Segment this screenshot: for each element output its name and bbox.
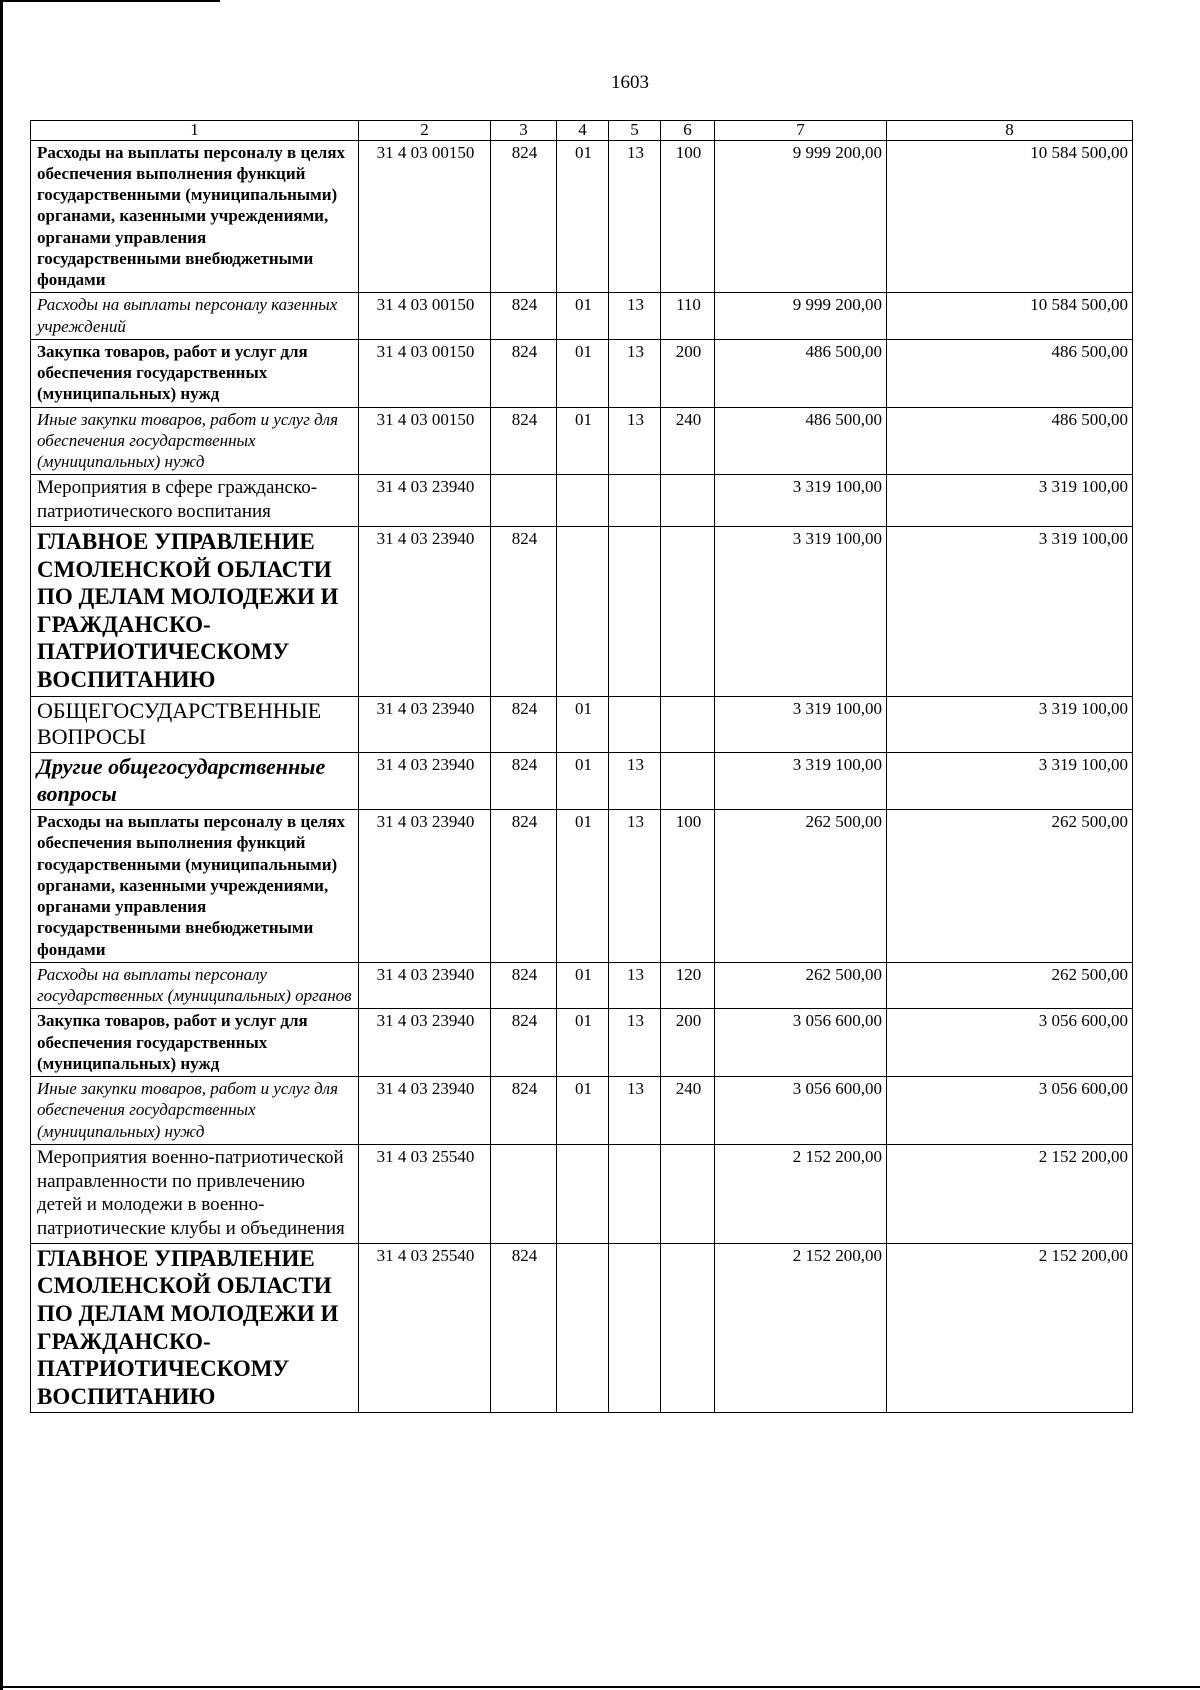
subsection-code: 13 — [609, 962, 661, 1009]
expense-type-code — [661, 475, 715, 527]
col-header: 8 — [887, 121, 1133, 141]
target-article-code: 31 4 03 23940 — [359, 962, 491, 1009]
amount-year-1: 2 152 200,00 — [715, 1144, 887, 1243]
table-row — [31, 1009, 1133, 1077]
section-code: 01 — [557, 140, 609, 293]
expense-type-code — [661, 1144, 715, 1243]
amount-year-2: 2 152 200,00 — [887, 1144, 1133, 1243]
subsection-code — [609, 475, 661, 527]
target-article-code: 31 4 03 00150 — [359, 407, 491, 475]
amount-year-1: 2 152 200,00 — [715, 1243, 887, 1413]
ministry-code: 824 — [491, 1077, 557, 1145]
ministry-code: 824 — [491, 1243, 557, 1413]
amount-year-1: 3 319 100,00 — [715, 475, 887, 527]
ministry-code: 824 — [491, 407, 557, 475]
expense-type-code: 110 — [661, 293, 715, 340]
row-name: Мероприятия в сфере гражданско-патриотического воспитания — [31, 475, 359, 527]
amount-year-1: 262 500,00 — [715, 962, 887, 1009]
expense-type-code: 100 — [661, 140, 715, 293]
subsection-code: 13 — [609, 293, 661, 340]
expense-type-code: 240 — [661, 407, 715, 475]
section-code — [557, 475, 609, 527]
target-article-code: 31 4 03 23940 — [359, 1077, 491, 1145]
subsection-code: 13 — [609, 339, 661, 407]
ministry-code — [491, 1144, 557, 1243]
amount-year-2: 3 319 100,00 — [887, 696, 1133, 753]
subsection-code: 13 — [609, 1077, 661, 1145]
subsection-code: 13 — [609, 140, 661, 293]
table-row — [31, 696, 1133, 753]
amount-year-1: 3 056 600,00 — [715, 1009, 887, 1077]
table-row — [31, 1077, 1133, 1145]
page-number: 1603 — [611, 72, 649, 93]
amount-year-2: 3 319 100,00 — [887, 753, 1133, 810]
col-header: 4 — [557, 121, 609, 141]
subsection-code — [609, 526, 661, 696]
amount-year-1: 9 999 200,00 — [715, 140, 887, 293]
section-code: 01 — [557, 810, 609, 963]
table-row — [31, 962, 1133, 1009]
amount-year-2: 486 500,00 — [887, 407, 1133, 475]
amount-year-1: 3 319 100,00 — [715, 696, 887, 753]
subsection-code: 13 — [609, 1009, 661, 1077]
expense-type-code: 200 — [661, 339, 715, 407]
col-header: 1 — [31, 121, 359, 141]
ministry-code: 824 — [491, 140, 557, 293]
row-name: Расходы на выплаты персоналу в целях обеспечения выполнения функций государственными (муниципальными) органами, казенными учреждениями, органами управления государственными внебюджетными фондами — [31, 140, 359, 293]
expense-type-code: 200 — [661, 1009, 715, 1077]
amount-year-1: 3 319 100,00 — [715, 526, 887, 696]
expense-type-code — [661, 753, 715, 810]
amount-year-2: 262 500,00 — [887, 962, 1133, 1009]
table-row — [31, 1243, 1133, 1413]
ministry-code — [491, 475, 557, 527]
ministry-code: 824 — [491, 753, 557, 810]
ministry-code: 824 — [491, 526, 557, 696]
amount-year-2: 3 056 600,00 — [887, 1009, 1133, 1077]
target-article-code: 31 4 03 23940 — [359, 526, 491, 696]
table-body — [31, 140, 1133, 1413]
amount-year-2: 2 152 200,00 — [887, 1243, 1133, 1413]
amount-year-2: 3 319 100,00 — [887, 475, 1133, 527]
amount-year-2: 10 584 500,00 — [887, 293, 1133, 340]
section-code: 01 — [557, 753, 609, 810]
row-name: Закупка товаров, работ и услуг для обеспечения государственных (муниципальных) нужд — [31, 1009, 359, 1077]
table-row — [31, 753, 1133, 810]
table-row — [31, 407, 1133, 475]
ministry-code: 824 — [491, 293, 557, 340]
amount-year-1: 3 319 100,00 — [715, 753, 887, 810]
subsection-code: 13 — [609, 810, 661, 963]
target-article-code: 31 4 03 23940 — [359, 810, 491, 963]
section-code — [557, 1144, 609, 1243]
ministry-code: 824 — [491, 1009, 557, 1077]
amount-year-2: 10 584 500,00 — [887, 140, 1133, 293]
table-row — [31, 475, 1133, 527]
section-code: 01 — [557, 407, 609, 475]
subsection-code: 13 — [609, 753, 661, 810]
section-code: 01 — [557, 1009, 609, 1077]
expense-type-code: 240 — [661, 1077, 715, 1145]
table-row — [31, 526, 1133, 696]
row-name: Закупка товаров, работ и услуг для обеспечения государственных (муниципальных) нужд — [31, 339, 359, 407]
row-name: Иные закупки товаров, работ и услуг для обеспечения государственных (муниципальных) нужд — [31, 407, 359, 475]
expense-type-code — [661, 696, 715, 753]
section-code — [557, 1243, 609, 1413]
row-name: Иные закупки товаров, работ и услуг для обеспечения государственных (муниципальных) нужд — [31, 1077, 359, 1145]
scan-left-border — [0, 0, 3, 1690]
subsection-code — [609, 1243, 661, 1413]
amount-year-2: 486 500,00 — [887, 339, 1133, 407]
amount-year-1: 9 999 200,00 — [715, 293, 887, 340]
target-article-code: 31 4 03 00150 — [359, 293, 491, 340]
row-name: Расходы на выплаты персоналу государственных (муниципальных) органов — [31, 962, 359, 1009]
table-row — [31, 140, 1133, 293]
col-header: 5 — [609, 121, 661, 141]
expense-type-code — [661, 526, 715, 696]
expense-type-code — [661, 1243, 715, 1413]
table-row — [31, 293, 1133, 340]
target-article-code: 31 4 03 23940 — [359, 475, 491, 527]
row-name: Другие общегосударственные вопросы — [31, 753, 359, 810]
scan-top-border — [0, 0, 220, 2]
row-name: ОБЩЕГОСУДАРСТВЕННЫЕ ВОПРОСЫ — [31, 696, 359, 753]
ministry-code: 824 — [491, 339, 557, 407]
target-article-code: 31 4 03 00150 — [359, 339, 491, 407]
subsection-code — [609, 696, 661, 753]
section-code: 01 — [557, 1077, 609, 1145]
section-code: 01 — [557, 339, 609, 407]
col-header: 2 — [359, 121, 491, 141]
header-row — [31, 121, 1133, 141]
subsection-code — [609, 1144, 661, 1243]
section-code: 01 — [557, 696, 609, 753]
amount-year-2: 3 319 100,00 — [887, 526, 1133, 696]
row-name: Расходы на выплаты персоналу в целях обеспечения выполнения функций государственными (муниципальными) органами, казенными учреждениями, органами управления государственными внебюджетными фондами — [31, 810, 359, 963]
row-name: Расходы на выплаты персоналу казенных учреждений — [31, 293, 359, 340]
amount-year-2: 3 056 600,00 — [887, 1077, 1133, 1145]
row-name: Мероприятия военно-патриотической направленности по привлечению детей и молодежи в военно-патриотические клубы и объединения — [31, 1144, 359, 1243]
scan-bottom-border — [0, 1686, 1200, 1688]
table-row — [31, 339, 1133, 407]
row-name: ГЛАВНОЕ УПРАВЛЕНИЕ СМОЛЕНСКОЙ ОБЛАСТИ ПО ДЕЛАМ МОЛОДЕЖИ И ГРАЖДАНСКО-ПАТРИОТИЧЕСКОМУ ВОСПИТАНИЮ — [31, 526, 359, 696]
target-article-code: 31 4 03 25540 — [359, 1243, 491, 1413]
expense-type-code: 120 — [661, 962, 715, 1009]
expense-type-code: 100 — [661, 810, 715, 963]
amount-year-1: 486 500,00 — [715, 407, 887, 475]
ministry-code: 824 — [491, 962, 557, 1009]
col-header: 3 — [491, 121, 557, 141]
target-article-code: 31 4 03 23940 — [359, 753, 491, 810]
target-article-code: 31 4 03 25540 — [359, 1144, 491, 1243]
amount-year-2: 262 500,00 — [887, 810, 1133, 963]
col-header: 7 — [715, 121, 887, 141]
ministry-code: 824 — [491, 810, 557, 963]
section-code: 01 — [557, 962, 609, 1009]
ministry-code: 824 — [491, 696, 557, 753]
section-code: 01 — [557, 293, 609, 340]
row-name: ГЛАВНОЕ УПРАВЛЕНИЕ СМОЛЕНСКОЙ ОБЛАСТИ ПО ДЕЛАМ МОЛОДЕЖИ И ГРАЖДАНСКО-ПАТРИОТИЧЕСКОМУ ВОСПИТАНИЮ — [31, 1243, 359, 1413]
target-article-code: 31 4 03 23940 — [359, 696, 491, 753]
budget-table — [30, 120, 1133, 1413]
table-row — [31, 1144, 1133, 1243]
col-header: 6 — [661, 121, 715, 141]
amount-year-1: 3 056 600,00 — [715, 1077, 887, 1145]
section-code — [557, 526, 609, 696]
subsection-code: 13 — [609, 407, 661, 475]
amount-year-1: 262 500,00 — [715, 810, 887, 963]
target-article-code: 31 4 03 00150 — [359, 140, 491, 293]
amount-year-1: 486 500,00 — [715, 339, 887, 407]
target-article-code: 31 4 03 23940 — [359, 1009, 491, 1077]
table-row — [31, 810, 1133, 963]
